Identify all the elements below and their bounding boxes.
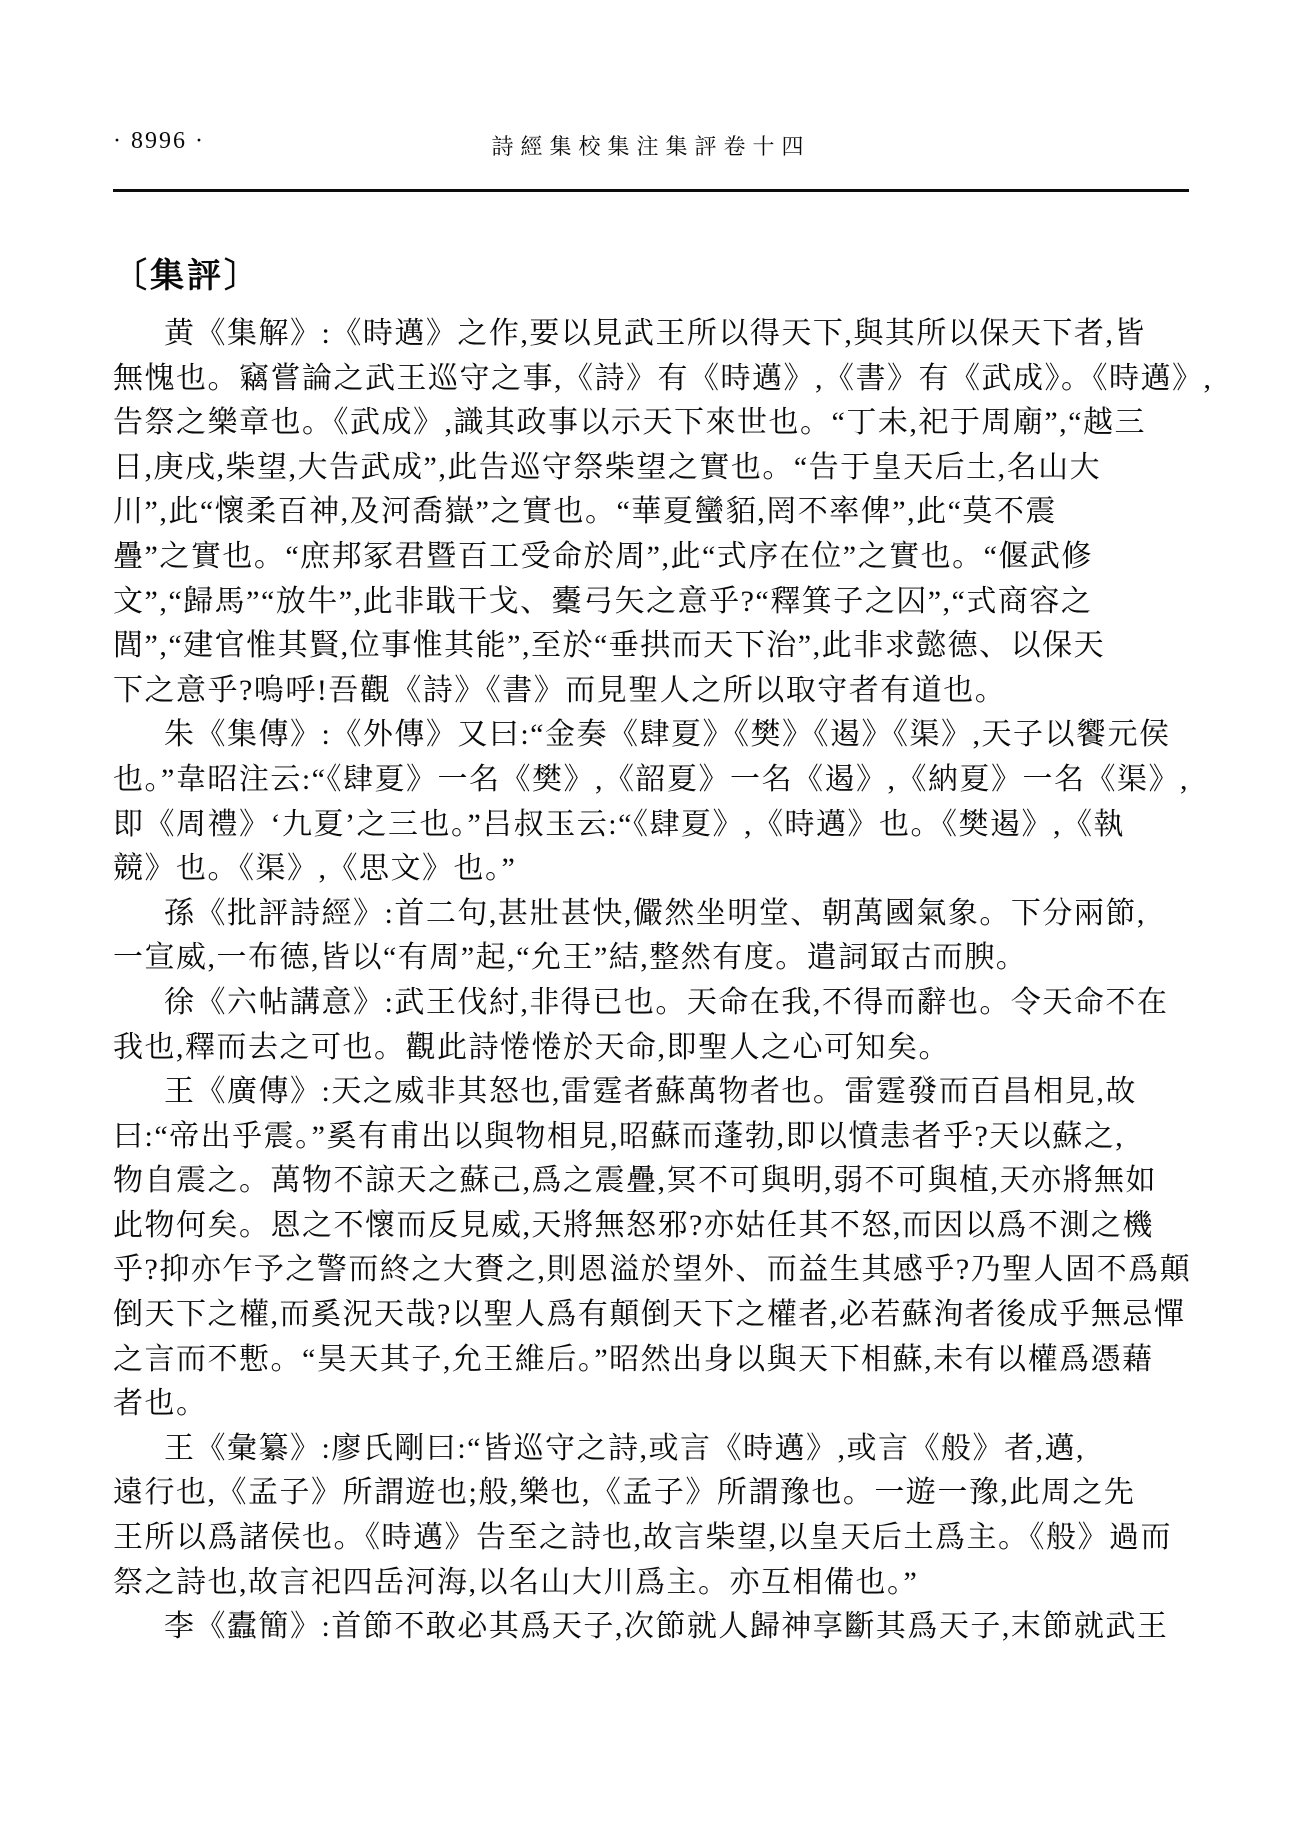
running-header (113, 126, 1189, 160)
text-line: 黄《集解》:《時邁》之作,要以見武王所以得天下,與其所以保天下者,皆 (164, 317, 1146, 350)
text-line: 川”,此“懷柔百神,及河喬嶽”之實也。“華夏蠻貊,罔不率俾”,此“莫不震 (113, 495, 1057, 529)
text-line: 物自震之。萬物不諒天之蘇己,爲之震疊,冥不可與明,弱不可與植,天亦將無如 (113, 1164, 1157, 1198)
page-number: · 8996 · (113, 128, 205, 154)
text-line: 曰:“帝出乎震。”奚有甫出以與物相見,昭蘇而蓬勃,即以憤恚者乎?天以蘇之, (113, 1119, 1125, 1153)
text-line: 朱《集傳》:《外傳》又曰:“金奏《肆夏》《樊》《遏》《渠》,天子以饗元侯 (164, 718, 1171, 752)
text-line: 無愧也。竊嘗論之武王巡守之事,《詩》有《時邁》,《書》有《武成》。《時邁》, (113, 361, 1213, 395)
text-line: 即《周禮》‘九夏’之三也。”吕叔玉云:“《肆夏》,《時邁》也。《樊遏》,《執 (113, 807, 1125, 841)
text-line: 日,庚戌,柴望,大告武成”,此告巡守祭柴望之實也。“告于皇天后土,名山大 (113, 450, 1102, 484)
text-line: 王《彙纂》:廖氏剛曰:“皆巡守之詩,或言《時邁》,或言《般》者,邁, (164, 1431, 1085, 1465)
text-line: 乎?抑亦乍予之警而終之大賚之,則恩溢於望外、而益生其感乎?乃聖人固不爲顛 (113, 1253, 1192, 1287)
running-title: 詩經集校集注集評卷十四 (491, 134, 811, 159)
text-line: 王所以爲諸侯也。《時邁》告至之詩也,故言柴望,以皇天后土爲主。《般》過而 (113, 1521, 1172, 1555)
text-line: 我也,釋而去之可也。觀此詩惓惓於天命,即聖人之心可知矣。 (113, 1030, 950, 1064)
text-line: 此物何矣。恩之不懷而反見威,天將無怒邪?亦姑任其不怒,而因以爲不測之機 (113, 1208, 1154, 1242)
section-heading: 〔集評〕 (113, 258, 261, 295)
text-line: 徐《六帖講意》:武王伐紂,非得已也。天命在我,不得而辭也。令天命不在 (164, 985, 1169, 1019)
text-line: 祭之詩也,故言祀四岳河海,以名山大川爲主。亦互相備也。” (113, 1565, 919, 1599)
text-line: 疊”之實也。“庶邦冢君暨百工受命於周”,此“式序在位”之實也。“偃武修 (113, 539, 1093, 573)
text-line: 遠行也,《孟子》所謂遊也;般,樂也,《孟子》所謂豫也。一遊一豫,此周之先 (113, 1476, 1136, 1510)
body-text (113, 312, 1213, 1650)
header-divider-rule (113, 189, 1189, 192)
text-line: 之言而不慙。“昊天其子,允王維后。”昭然出身以與天下相蘇,未有以權爲憑藉 (113, 1342, 1154, 1376)
text-line: 李《蠹簡》:首節不敢必其爲天子,次節就人歸神享斷其爲天子,末節就武王 (164, 1610, 1169, 1644)
text-line: 倒天下之權,而奚況天哉?以聖人爲有顛倒天下之權者,必若蘇洵者後成乎無忌憚 (113, 1298, 1186, 1332)
text-line: 競》也。《渠》,《思文》也。” (113, 852, 517, 886)
text-line: 者也。 (113, 1387, 208, 1421)
text-line: 王《廣傳》:天之威非其怒也,雷霆者蘇萬物者也。雷霆發而百昌相見,故 (164, 1075, 1137, 1109)
text-line: 告祭之樂章也。《武成》,識其政事以示天下來世也。“丁未,祀于周廟”,“越三 (113, 406, 1146, 440)
text-line: 下之意乎?嗚呼!吾觀《詩》《書》而見聖人之所以取守者有道也。 (113, 673, 1007, 707)
text-line: 孫《批評詩經》:首二句,甚壯甚快,儼然坐明堂、朝萬國氣象。下分兩節, (164, 896, 1146, 930)
text-line: 文”,“歸馬”“放牛”,此非戢干戈、櫜弓矢之意乎?“釋箕子之囚”,“式商容之 (113, 584, 1093, 618)
text-line: 閭”,“建官惟其賢,位事惟其能”,至於“垂拱而天下治”,此非求懿德、以保天 (113, 629, 1106, 663)
text-line: 也。”韋昭注云:“《肆夏》一名《樊》,《韶夏》一名《遏》,《納夏》一名《渠》, (113, 762, 1189, 796)
text-line: 一宣威,一布德,皆以“有周”起,“允王”結,整然有度。遣詞冣古而腴。 (113, 941, 1028, 975)
